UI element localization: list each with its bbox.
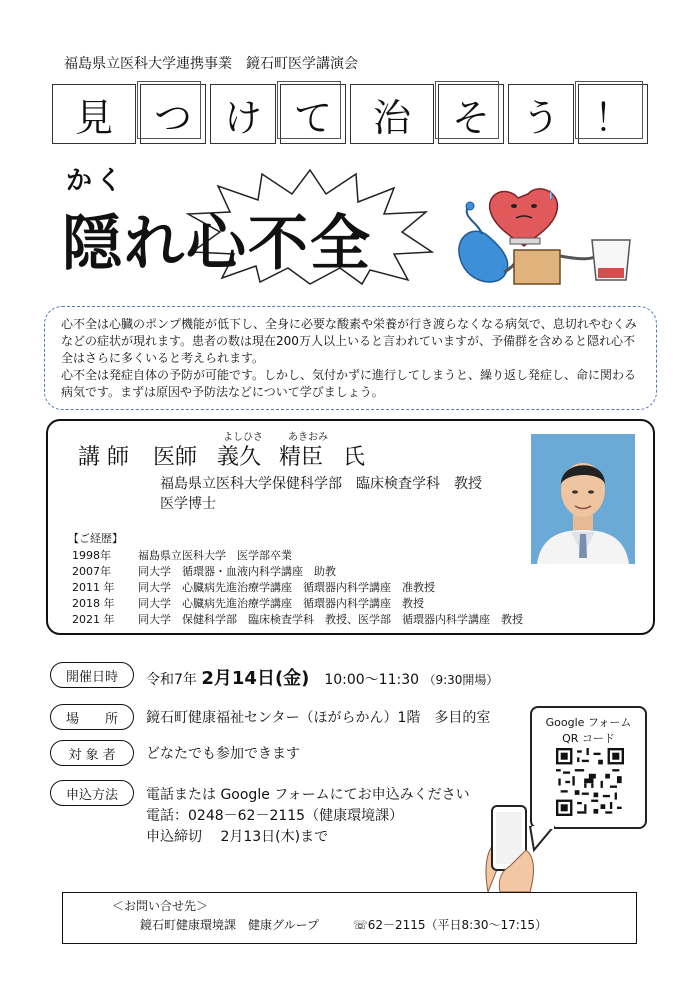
contact-body xyxy=(140,916,547,933)
degree-line: 医学博士 xyxy=(160,496,216,512)
career-desc: 同大学 循環器・血液内科学講座 助教 xyxy=(138,565,336,578)
career-year: 2011 年 xyxy=(72,581,115,594)
title-char-box xyxy=(210,84,276,144)
apply-line: 電話または Google フォームにてお申込みください xyxy=(146,787,470,803)
lecturer-title: 医師 xyxy=(153,445,198,470)
apply-label: 申込方法 xyxy=(50,780,134,806)
date-label: 開催日時 xyxy=(50,662,134,688)
career-desc: 同大学 心臓病先進治療学講座 循環器内科学講座 教授 xyxy=(138,597,424,610)
title-char-box xyxy=(508,84,574,144)
title-char: 治 xyxy=(372,95,411,140)
heart-pump-illustration xyxy=(452,176,638,290)
career-desc: 同大学 保健科学部 臨床検査学科 教授、医学部 循環器内科学講座 教授 xyxy=(138,613,523,626)
title-char: ！ xyxy=(593,95,632,140)
title-char-box xyxy=(52,84,136,144)
main-title: 隠れ心不全 xyxy=(62,209,372,279)
title-char-box xyxy=(438,84,504,144)
ruby-family-name: よしひさ xyxy=(223,432,263,443)
date-time: 10:00～11:30 xyxy=(324,672,420,688)
title-char-box xyxy=(350,84,434,144)
heart-icon xyxy=(490,189,558,246)
title-char-box xyxy=(140,84,206,144)
lecturer-affiliation xyxy=(160,474,482,514)
date-main: 2月14日(金) xyxy=(201,668,310,689)
career-row xyxy=(72,611,523,627)
title-char: つ xyxy=(153,95,192,140)
ruby-given-name: あきおみ xyxy=(288,432,328,443)
qr-bubble-tail xyxy=(528,826,558,852)
lecturer-honorific: 氏 xyxy=(343,445,366,470)
lecturer-role: 講 師 xyxy=(78,445,129,470)
career-year: 2018 年 xyxy=(72,597,115,610)
career-row xyxy=(72,595,424,611)
title-char: う xyxy=(521,95,560,140)
title-char-box xyxy=(280,84,346,144)
career-year: 2021 年 xyxy=(72,613,115,626)
career-row xyxy=(72,579,435,595)
lecturer-given-name: 精臣 xyxy=(279,445,324,470)
target-label: 対 象 者 xyxy=(50,740,134,766)
career-desc: 福島県立医科大学 医学部卒業 xyxy=(138,549,292,562)
place-text: 鏡石町健康福祉センター（ほがらかん）1階 多目的室 xyxy=(146,710,491,726)
intro-paragraph: 心不全は心臓のポンプ機能が低下し、全身に必要な酸素や栄養が行き渡らなくなる病気で、息切れやむくみなどの症状が現れます。患者の数は現在200万人以上いると言われていますが、予備群を含めると隠れ心不全はさらに多くいると考えられます。 xyxy=(61,317,637,365)
qr-code[interactable] xyxy=(556,748,624,816)
career-desc: 同大学 心臓病先進治療学講座 循環器内科学講座 准教授 xyxy=(138,581,435,594)
apply-deadline-line: 申込締切 2月13日(木)まで xyxy=(146,829,329,845)
contact-phone: ☏62－2115（平日8:30～17:15） xyxy=(352,918,548,932)
place-label: 場 所 xyxy=(50,704,134,730)
career-year: 2007年 xyxy=(72,565,111,578)
title-char: け xyxy=(223,95,262,140)
title-ruby: かく xyxy=(66,166,127,196)
target-text: どなたでも参加できます xyxy=(146,746,300,762)
career-row xyxy=(72,563,336,579)
qr-label: QR コード xyxy=(562,732,615,745)
contact-dept: 鏡石町健康環境課 健康グループ xyxy=(140,918,320,932)
title-char: そ xyxy=(451,95,490,140)
date-open: （9:30開場） xyxy=(423,673,499,687)
qr-label: Google フォーム xyxy=(545,716,632,729)
apply-phone-line: 電話：0248－62－2115（健康環境課） xyxy=(146,808,404,824)
title-char: 見 xyxy=(74,95,113,140)
lecturer-family-name: 義久 xyxy=(217,445,262,470)
intro-paragraph: 心不全は発症自体の予防が可能です。しかし、気付かずに進行してしまうと、繰り返し発症し、命に関わる病気です。まずは原因や予防法などについて学びましょう。 xyxy=(61,368,637,399)
date-info xyxy=(146,664,498,690)
lecturer-photo xyxy=(531,434,635,564)
career-heading: 【ご経歴】 xyxy=(68,532,123,545)
contact-heading: ＜お問い合せ先＞ xyxy=(112,899,209,913)
date-prefix: 令和7年 xyxy=(146,672,197,688)
title-char: て xyxy=(293,95,332,140)
career-year: 1998年 xyxy=(72,549,111,562)
title-char-box xyxy=(578,84,648,144)
intro-box xyxy=(44,306,657,410)
lecturer-name-row xyxy=(78,440,365,471)
organizer-line: 福島県立医科大学連携事業 鏡石町医学講演会 xyxy=(64,56,358,72)
career-row xyxy=(72,547,292,563)
affiliation-line: 福島県立医科大学保健科学部 臨床検査学科 教授 xyxy=(160,476,482,492)
